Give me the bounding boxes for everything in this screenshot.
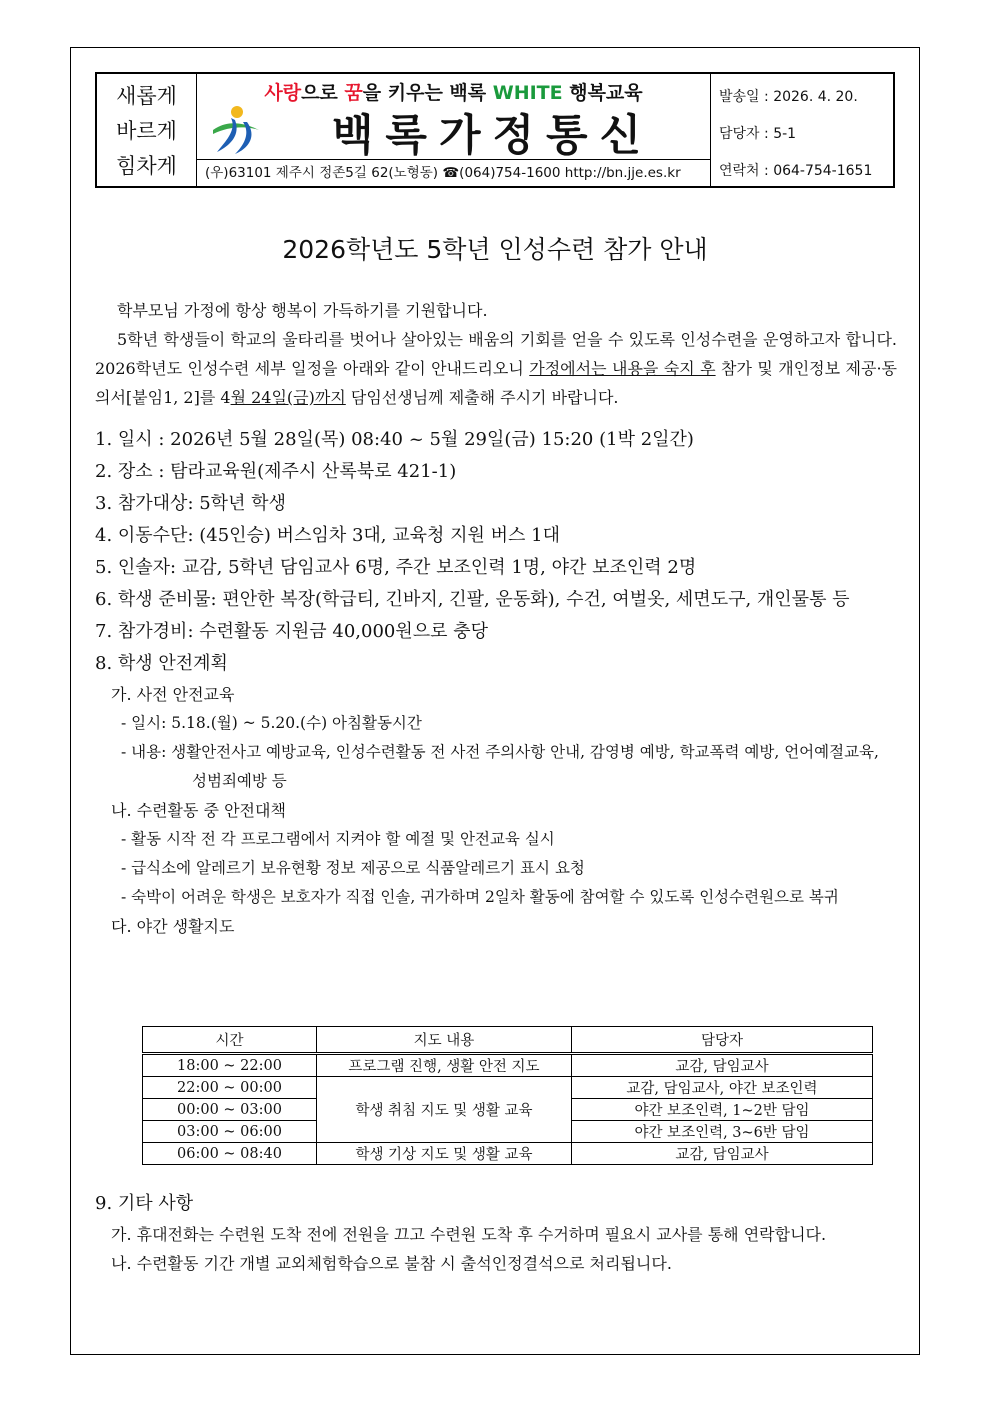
item-transport: 4. 이동수단: (45인승) 버스임차 3대, 교육청 지원 버스 1대 [95,525,560,546]
table-cell-staff: 교감, 담임교사 [572,1054,873,1077]
table-cell-content: 프로그램 진행, 생활 안전 지도 [317,1054,572,1077]
school-logo-icon [207,100,265,156]
item-cost: 7. 참가경비: 수련활동 지원금 40,000원으로 충당 [95,621,489,642]
document-body [95,296,897,941]
intro-deadline: 월 24일(금)까지 [230,388,346,407]
table-row [143,1054,873,1077]
prior-education-content: - 내용: 생활안전사고 예방교육, 인성수련활동 전 사전 주의사항 안내, 감영병 예방, 학교폭력 예방, 언어예절교육, 성범죄예방 등 [121,743,879,790]
issue-meta [711,74,893,186]
item-other: 9. 기타 사항 [95,1193,194,1214]
safety-measure: - 활동 시작 전 각 프로그램에서 지켜야 할 예절 및 안전교육 실시 [121,830,555,848]
newsletter-title: 백록가정통신 [331,111,654,161]
table-cell-staff: 야간 보조인력, 3~6반 담임 [572,1121,873,1143]
night-guidance-table [142,1026,873,1165]
safety-prior-education: 가. 사전 안전교육 [111,685,235,704]
motto-line: 힘차게 [116,153,177,178]
school-slogan [197,78,710,105]
manager: 담당자 : 5-1 [719,126,797,142]
intro-greeting: 학부모님 가정에 항상 행복이 가득하기를 기원합니다. [117,301,488,320]
table-cell-time: 03:00 ~ 06:00 [143,1121,317,1143]
table-header: 담당자 [572,1027,873,1054]
table-cell-content: 학생 취침 지도 및 생활 교육 [317,1077,572,1143]
item-leaders: 5. 인솔자: 교감, 5학년 담임교사 6명, 주간 보조인력 1명, 야간 보조인력 2명 [95,557,697,578]
document-body-end [95,1188,897,1278]
table-cell-time: 22:00 ~ 00:00 [143,1077,317,1099]
slogan-text: 으로 [301,82,345,104]
slogan-dream: 꿈 [344,82,363,104]
intro-text: 5학년 학생들이 학교의 울타리를 벗어나 살아있는 배움의 기회를 얻을 수 있도록 인성수련을 운영하고자 합니다. 2026학년도 인성수련 세부 일정을 아래와 같이 안내드리오니 [95,330,897,378]
issue-date: 발송일 : 2026. 4. 20. [719,89,858,105]
table-header: 시간 [143,1027,317,1054]
table-cell-time: 00:00 ~ 03:00 [143,1099,317,1121]
slogan-white: WHITE [492,82,563,104]
slogan-text: 을 키우는 백록 [362,82,493,104]
slogan-love: 사랑 [264,82,302,104]
motto-line: 바르게 [116,118,177,143]
safety-measure: - 급식소에 알레르기 보유현황 정보 제공으로 식품알레르기 표시 요청 [121,859,585,877]
motto-line: 새롭게 [116,84,177,109]
table-cell-staff: 교감, 담임교사 [572,1143,873,1165]
table-cell-content: 학생 기상 지도 및 생활 교육 [317,1143,572,1165]
newsletter-header [95,72,895,188]
item-place: 2. 장소 : 탐라교육원(제주시 산록북로 421-1) [95,461,457,482]
table-cell-staff: 야간 보조인력, 1~2반 담임 [572,1099,873,1121]
safety-during-activity: 나. 수련활동 중 안전대책 [111,801,286,820]
table-row [143,1077,873,1099]
school-motto [97,74,197,186]
intro-paragraph [95,325,897,412]
prior-education-date: - 일시: 5.18.(월) ~ 5.20.(수) 아침활동시간 [121,714,422,732]
safety-measure: - 숙박이 어려운 학생은 보호자가 직접 인솔, 귀가하며 2일차 활동에 참여할 수 있도록 인성수련원으로 복귀 [121,888,839,906]
table-cell-time: 06:00 ~ 08:40 [143,1143,317,1165]
slogan-text: 행복교육 [562,82,643,104]
other-absence-policy: 나. 수련활동 기간 개별 교외체험학습으로 불참 시 출석인정결석으로 처리됩니다. [111,1254,672,1273]
header-center [197,74,711,186]
item-safety-plan: 8. 학생 안전계획 [95,653,228,674]
item-supplies: 6. 학생 준비물: 편안한 복장(학급티, 긴바지, 긴팔, 운동화), 수건, 여벌옷, 세면도구, 개인물통 등 [95,589,850,610]
document-title: 2026학년도 5학년 인성수련 참가 안내 [282,235,708,264]
table-cell-staff: 교감, 담임교사, 야간 보조인력 [572,1077,873,1099]
item-date: 1. 일시 : 2026년 5월 28일(목) 08:40 ~ 5월 29일(금) 15:20 (1박 2일간) [95,429,694,450]
intro-text: 참가 및 개인정보 제공·동의서[붙임1, 2]를 4 [95,359,897,407]
school-address: (우)63101 제주시 정존5길 62(노형동) ☎(064)754-1600 http://bn.jje.es.kr [197,159,710,186]
table-header: 지도 내용 [317,1027,572,1054]
item-target: 3. 참가대상: 5학년 학생 [95,493,286,514]
contact: 연락처 : 064-754-1651 [719,163,873,179]
night-guidance-heading: 다. 야간 생활지도 [111,917,235,936]
table-cell-time: 18:00 ~ 22:00 [143,1054,317,1077]
table-row [143,1143,873,1165]
intro-text: 담임선생님께 제출해 주시기 바랍니다. [345,388,619,407]
table-header-row [143,1027,873,1054]
intro-underlined: 가정에서는 내용을 숙지 후 [529,359,716,378]
other-phone-policy: 가. 휴대전화는 수련원 도착 전에 전원을 끄고 수련원 도착 후 수거하며 필요시 교사를 통해 연락합니다. [111,1225,827,1244]
